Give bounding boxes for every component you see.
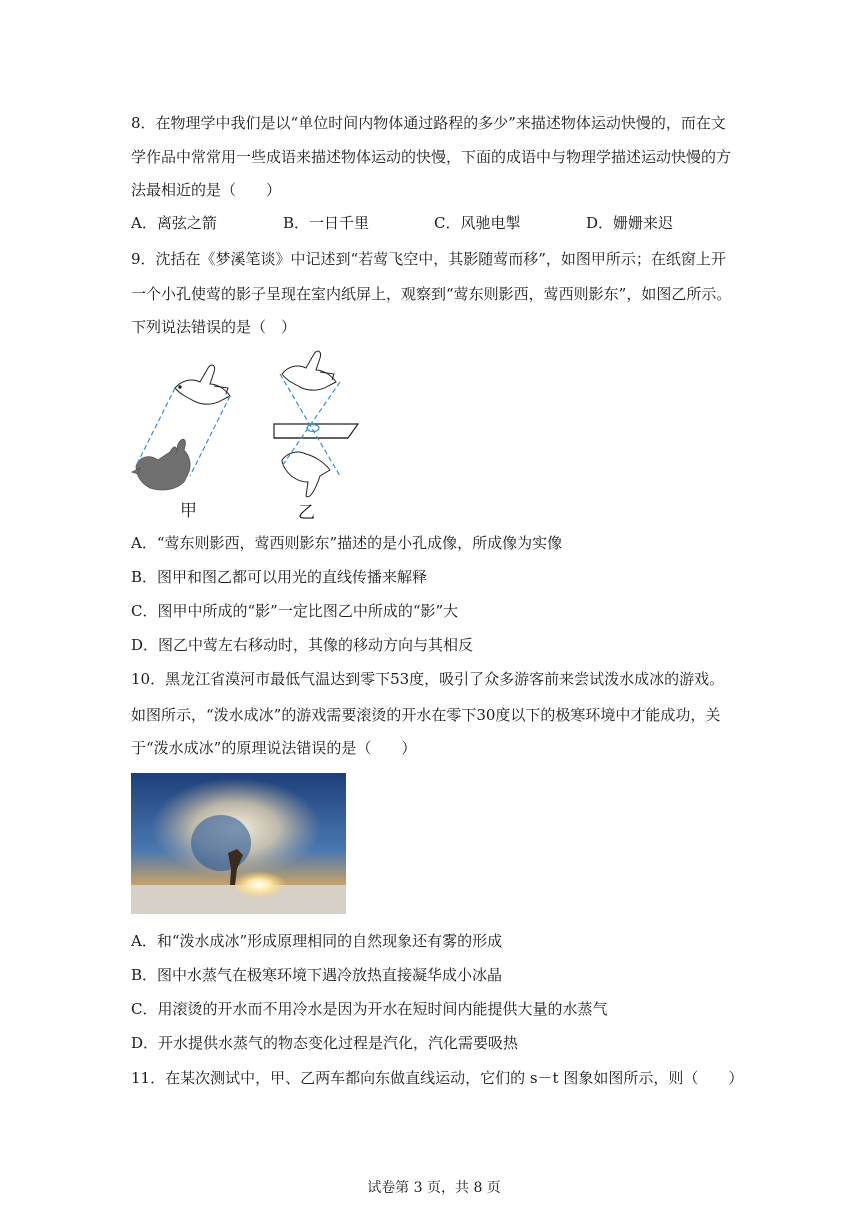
- q9-option-d: D．图乙中莺左右移动时，其像的移动方向与其相反: [131, 636, 474, 654]
- q9-option-b: B．图甲和图乙都可以用光的直线传播来解释: [131, 568, 428, 586]
- q9-line-1: 9．沈括在《梦溪笔谈》中记述到“若莺飞空中，其影随莺而移”，如图甲所示；在纸窗上开: [131, 250, 726, 268]
- q8-option-b: B．一日千里: [283, 214, 370, 232]
- pinhole-screen-icon: [274, 424, 358, 438]
- q9-option-c: C．图甲中所成的“影”一定比图乙中所成的“影”大: [131, 602, 459, 620]
- q8-line-3: 法最相近的是（ ）: [131, 181, 282, 199]
- q10-option-b: B．图中水蒸气在极寒环境下遇冷放热直接凝华成小冰晶: [131, 966, 503, 984]
- q9-line-2: 一个小孔使莺的影子呈现在室内纸屏上，观察到“莺东则影西，莺西则影东”，如图乙所示。: [131, 285, 732, 303]
- bird-outline-top-icon: [282, 351, 336, 390]
- q10-photo: [131, 773, 346, 914]
- page-footer: 试卷第 3 页，共 8 页: [367, 1180, 501, 1196]
- q10-line-3: 于“泼水成冰”的原理说法错误的是（ ）: [131, 739, 417, 757]
- figure-yi: [274, 351, 358, 523]
- q10-option-d: D．开水提供水蒸气的物态变化过程是汽化，汽化需要吸热: [131, 1034, 519, 1052]
- q10-option-a: A．和“泼水成冰”形成原理相同的自然现象还有雾的形成: [131, 932, 503, 950]
- q11-line-1: 11．在某次测试中，甲、乙两车都向东做直线运动，它们的 s－t 图象如图所示，则（ ）: [131, 1069, 744, 1087]
- light-ray-jia-2: [190, 396, 230, 476]
- q9-line-3: 下列说法错误的是（ ）: [131, 318, 297, 336]
- figure-label-jia: 甲: [180, 501, 197, 521]
- q10-option-c: C．用滚烫的开水而不用冷水是因为开水在短时间内能提供大量的水蒸气: [131, 1000, 608, 1018]
- q8-option-c: C．风驰电掣: [434, 214, 521, 232]
- q9-option-a: A．“莺东则影西，莺西则影东”描述的是小孔成像，所成像为实像: [131, 534, 563, 552]
- q9-figure: [130, 348, 370, 524]
- q8-option-a: A．离弦之箭: [131, 214, 217, 232]
- q8-option-d: D．姗姗来迟: [586, 214, 674, 232]
- q8-line-1: 8．在物理学中我们是以“单位时间内物体通过路程的多少”来描述物体运动快慢的，而在文: [131, 114, 726, 132]
- figure-label-yi: 乙: [298, 503, 315, 523]
- bird-shadow-icon: [132, 439, 190, 490]
- bird-outline-icon: [175, 365, 230, 404]
- bird-inverted-image-icon: [282, 452, 330, 497]
- q10-line-2: 如图所示，“泼水成冰”的游戏需要滚烫的开水在零下30度以下的极寒环境中才能成功，关: [131, 706, 721, 724]
- figure-jia: [132, 365, 230, 521]
- q8-line-2: 学作品中常常用一些成语来描述物体运动的快慢，下面的成语中与物理学描述运动快慢的方: [131, 148, 732, 166]
- q10-line-1: 10．黑龙江省漠河市最低气温达到零下53度，吸引了众多游客前来尝试泼水成冰的游戏。: [131, 670, 725, 688]
